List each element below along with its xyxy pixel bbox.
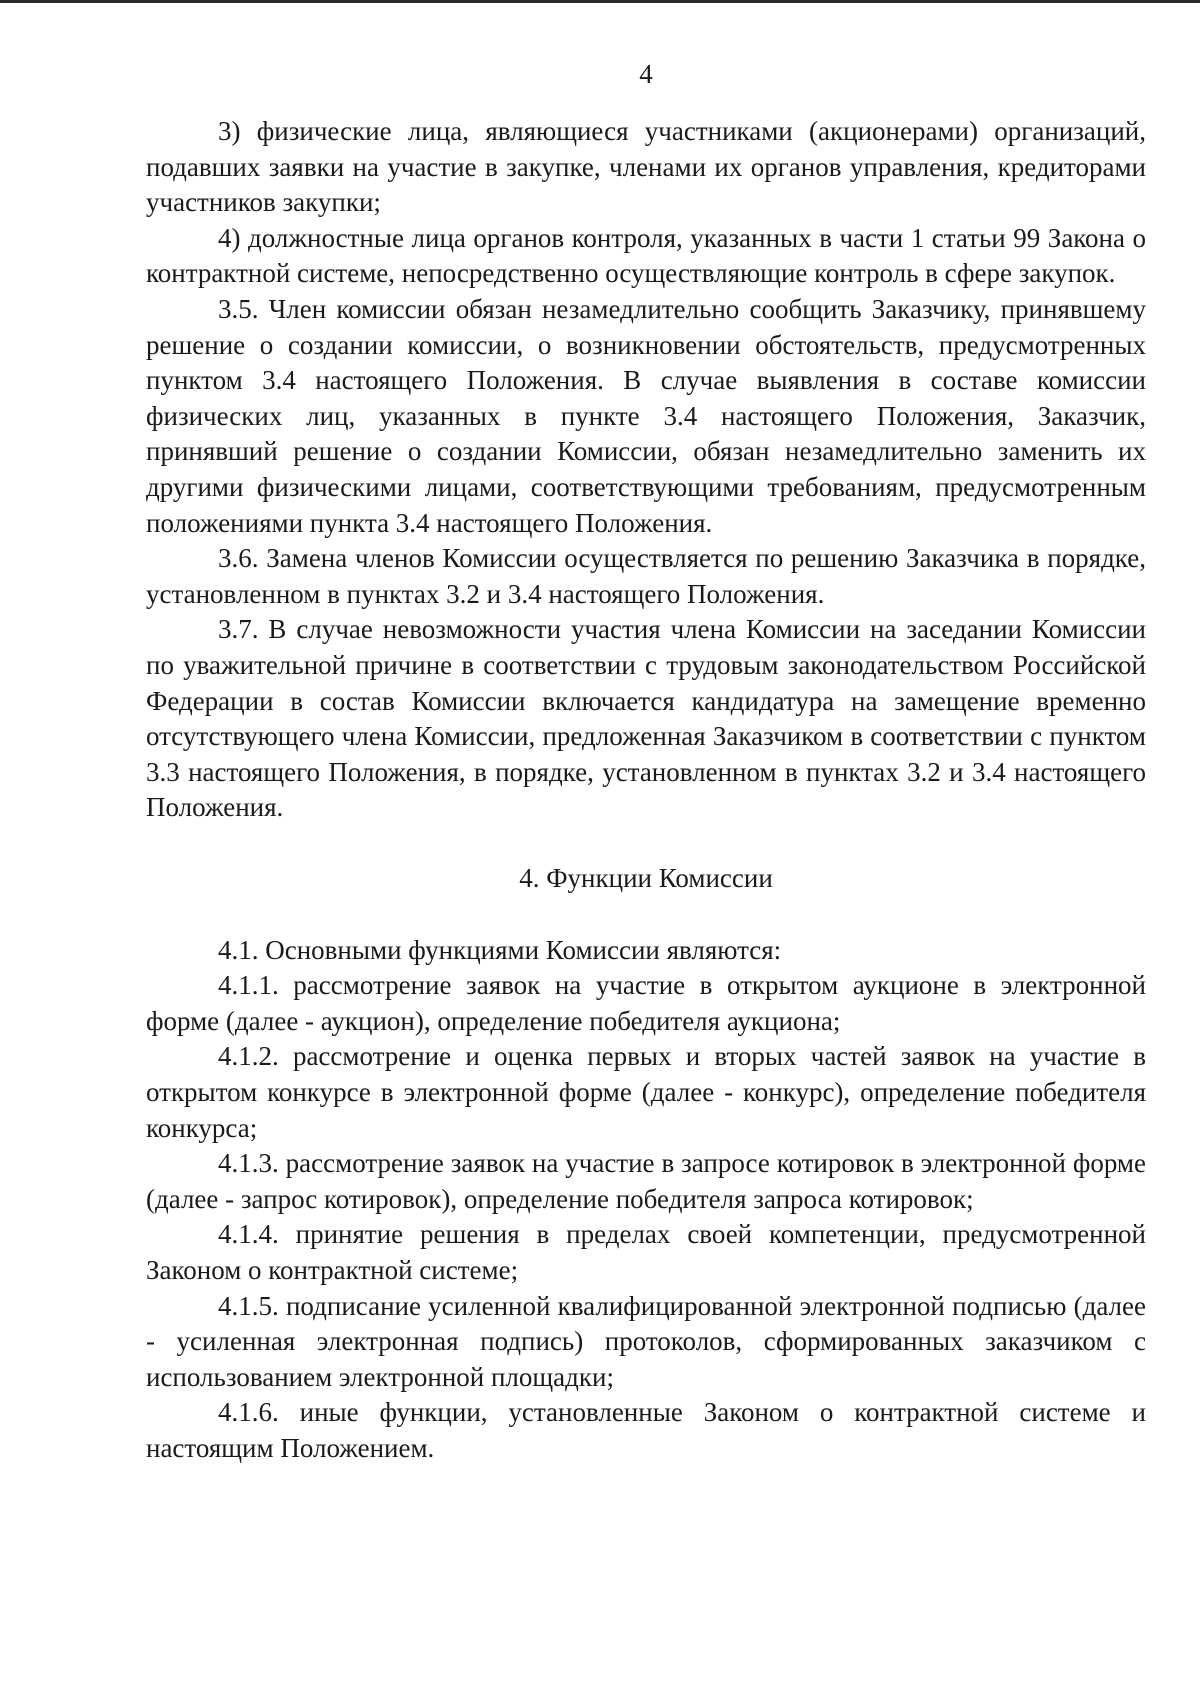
- section-heading: 4. Функции Комиссии: [519, 863, 773, 894]
- spacer: [146, 897, 1146, 933]
- paragraph-3-6: 3.6. Замена членов Комиссии осуществляется по решению Заказчика в порядке, установленном в пунктах 3.2 и 3.4 настоящего Положения.: [146, 543, 1146, 609]
- paragraph-3-4-item-4: 4) должностные лица органов контроля, указанных в части 1 статьи 99 Закона о контрактной системе, непосредственно осуществляющие контроль в сфере закупок.: [146, 222, 1146, 289]
- paragraph-4-1-4: 4.1.4. принятие решения в пределах своей компетенции, предусмотренной Законом о контрактной системе;: [146, 1219, 1146, 1285]
- paragraph-4-1-3: 4.1.3. рассмотрение заявок на участие в запросе котировок в электронной форме (далее - запрос котировок), определение победителя запроса котировок;: [146, 1148, 1146, 1214]
- paragraph-4-1: 4.1. Основными функциями Комиссии являются:: [218, 934, 782, 965]
- paragraph-3-5: 3.5. Член комиссии обязан незамедлительно сообщить Заказчику, принявшему решение о создании комиссии, о возникновении обстоятельств, предусмотренных пунктом 3.4 настоящего Положения. В случае выявления в составе комиссии физических лиц, указанных в пункте 3.4 настоящего Положения, Заказчик, принявший решение о создании Комиссии, обязан незамедлительно заменить их другими физическими лицами, соответствующими требованиям, предусмотренным положениями пункта 3.4 настоящего Положения.: [146, 293, 1146, 538]
- spacer: [146, 826, 1146, 862]
- paragraph-3-4-item-3: 3) физические лица, являющиеся участниками (акционерами) организаций, подавших заявки на участие в закупке, членами их органов управления, кредиторами участников закупки;: [146, 116, 1146, 218]
- page-number: 4: [639, 59, 653, 89]
- document-body: [146, 114, 1146, 1467]
- paragraph-4-1-6: 4.1.6. иные функции, установленные Законом о контрактной системе и настоящим Положением.: [146, 1397, 1146, 1463]
- paragraph-4-1-1: 4.1.1. рассмотрение заявок на участие в открытом аукционе в электронной форме (далее - аукцион), определение победителя аукциона;: [146, 970, 1146, 1036]
- paragraph-4-1-5: 4.1.5. подписание усиленной квалифицированной электронной подписью (далее - усиленная электронная подпись) протоколов, сформированных заказчиком с использованием электронной площадки;: [146, 1290, 1146, 1392]
- paragraph-4-1-2: 4.1.2. рассмотрение и оценка первых и вторых частей заявок на участие в открытом конкурсе в электронной форме (далее - конкурс), определение победителя конкурса;: [146, 1041, 1146, 1143]
- scan-top-edge: [0, 0, 1200, 3]
- paragraph-3-7: 3.7. В случае невозможности участия члена Комиссии на заседании Комиссии по уважительной причине в соответствии с трудовым законодательством Российской Федерации в состав Комиссии включается кандидатура на замещение временно отсутствующего члена Комиссии, предложенная Заказчиком в соответствии с пунктом 3.3 настоящего Положения, в порядке, установленном в пунктах 3.2 и 3.4 настоящего Положения.: [146, 614, 1146, 823]
